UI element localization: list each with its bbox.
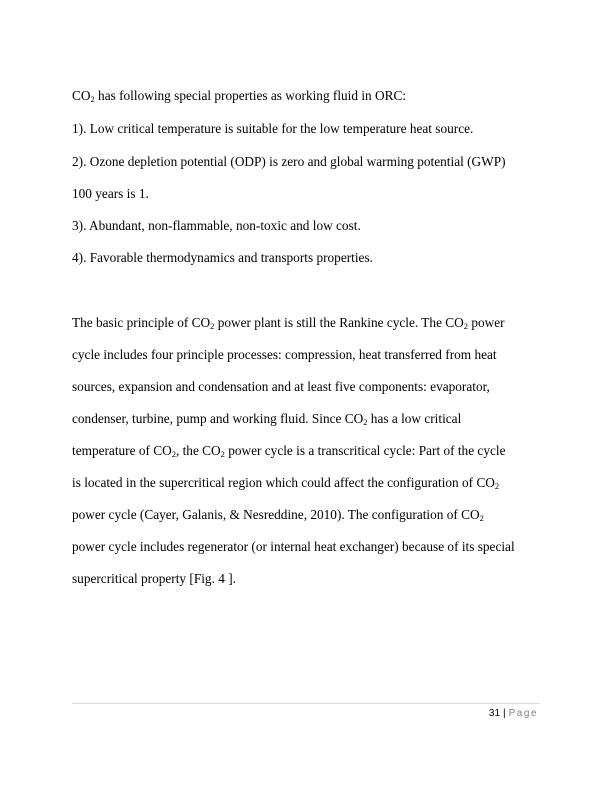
paragraph-line-6: is located in the supercritical region which could affect the configuration of $CO_2$ <box>72 475 500 491</box>
property-item-4: 4). Favorable thermodynamics and transports properties. <box>72 250 373 265</box>
paragraph-line-9: supercritical property [Fig. 4 ]. <box>72 571 236 586</box>
paragraph-line-5: temperature of $CO_2$, the $CO_2$ power cycle is a transcritical cycle: Part of the cycle <box>72 443 506 459</box>
co2-term: $CO_2$ <box>202 443 225 459</box>
co2-term: $CO_2$ <box>153 443 176 459</box>
co2-term: $CO_2$ <box>72 88 95 104</box>
paragraph-line-8: power cycle includes regenerator (or internal heat exchanger) because of its special <box>72 539 515 554</box>
paragraph-line-7: power cycle (Cayer, Galanis, & Nesreddine, 2010). The configuration of $CO_2$ <box>72 507 484 523</box>
co2-term: $CO_2$ <box>476 475 500 491</box>
property-item-2: 2). Ozone depletion potential (ODP) is zero and global warming potential (GWP) <box>72 154 506 169</box>
page-label: Page <box>508 708 538 719</box>
properties-intro: $CO_2$ has following special properties as working fluid in ORC: <box>72 88 407 104</box>
page-footer <box>489 707 538 721</box>
co2-term: $CO_2$ <box>461 507 484 523</box>
co2-term: $CO_2$ <box>445 315 469 331</box>
page-number: 31 <box>488 708 501 719</box>
property-item-2-continued: 100 years is 1. <box>72 186 149 201</box>
property-item-1: 1). Low critical temperature is suitable for the low temperature heat source. <box>72 121 474 136</box>
footer-divider <box>72 703 540 704</box>
co2-term: $CO_2$ <box>344 411 368 427</box>
footer-separator: | <box>503 708 506 719</box>
paragraph-line-1: The basic principle of $CO_2$ power plant is still the Rankine cycle. The $CO_2$ power <box>72 315 505 331</box>
co2-term: $CO_2$ <box>191 315 215 331</box>
paragraph-line-3: sources, expansion and condensation and at least five components: evaporator, <box>72 379 490 394</box>
paragraph-line-2: cycle includes four principle processes: compression, heat transferred from heat <box>72 347 497 362</box>
paragraph-line-4: condenser, turbine, pump and working fluid. Since $CO_2$ has a low critical <box>72 411 462 427</box>
property-item-3: 3). Abundant, non-flammable, non-toxic and low cost. <box>72 218 361 233</box>
